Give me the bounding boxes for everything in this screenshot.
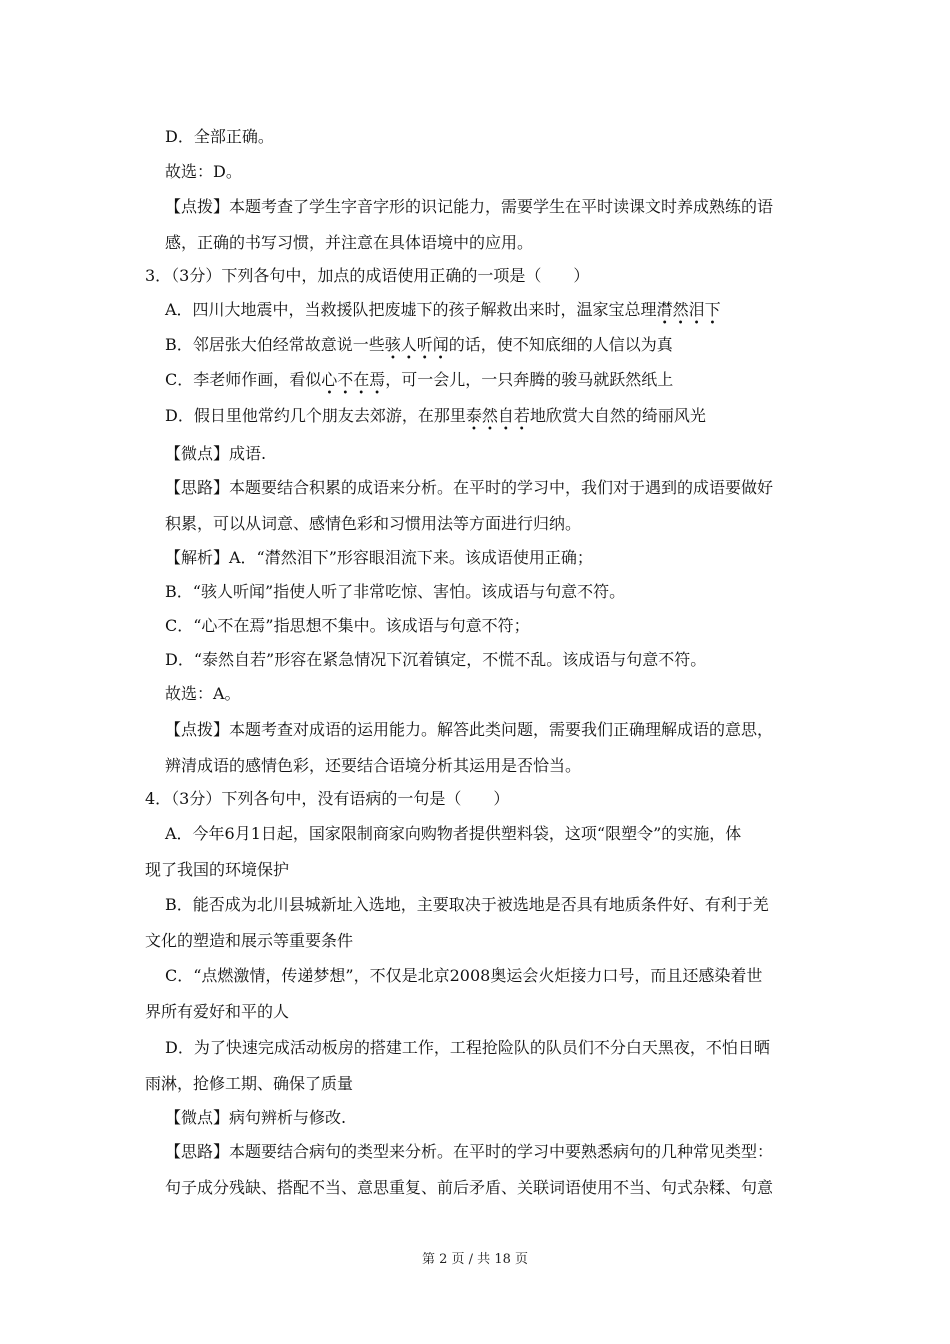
q3-option-c-text-end: ，可一会儿，一只奔腾的骏马就跃然纸上 [385,370,674,389]
line-option-d: D．全部正确。 [165,127,274,146]
q4-option-b: B．能否成为北川县城新址入选地，主要取决于被选地是否具有地质条件好、有利于羌 [165,895,769,914]
idiom-text: 骇人听闻 [384,335,449,354]
emphasis-dots: • • • • [389,353,444,364]
emphasis-dots: • • • • [661,318,716,329]
q4-approach: 【思路】本题要结合病句的类型来分析。在平时的学习中要熟悉病句的几种常见类型： [165,1142,774,1161]
q3-option-b-text: B．邻居张大伯经常故意说一些 [165,335,385,354]
q4-approach-cont: 句子成分残缺、搭配不当、意思重复、前后矛盾、关联词语使用不当、句式杂糅、句意 [165,1178,774,1197]
q3-analysis-c: C．“心不在焉”指思想不集中。该成语与句意不符； [165,616,530,635]
idiom-text: 心不在焉 [321,370,386,389]
q3-option-a-text: A．四川大地震中，当救援队把废墟下的孩子解救出来时，温家宝总理 [165,300,657,319]
q3-option-d-idiom [465,406,530,435]
emphasis-dots: • • • • [326,388,381,399]
q3-approach: 【思路】本题要结合积累的成语来分析。在平时的学习中，我们对于遇到的成语要做好 [165,478,774,497]
q3-answer: 故选：A。 [165,684,241,703]
q3-option-b [165,335,673,364]
q4-point: 【微点】病句辨析与修改. [165,1108,347,1127]
q3-tip: 【点拨】本题考查对成语的运用能力。解答此类问题，需要我们正确理解成语的意思， [165,720,774,739]
q3-option-d-text-end: 地欣赏大自然的绮丽风光 [529,406,706,425]
idiom-text: 泰然自若 [465,406,530,425]
question-3: 3．（3分）下列各句中，加点的成语使用正确的一项是（ ） [145,266,590,285]
question-4: 4．（3分）下列各句中，没有语病的一句是（ ） [145,789,510,808]
q3-option-d [165,406,706,435]
page-footer: 第 2 页 / 共 18 页 [422,1252,528,1267]
q4-option-c: C．“点燃激情，传递梦想”，不仅是北京2008奥运会火炬接力口号，而且还感染着世 [165,966,763,985]
line-tip-cont: 感，正确的书写习惯，并注意在具体语境中的应用。 [165,233,534,252]
q3-option-a [165,300,721,329]
q4-option-b-cont: 文化的塑造和展示等重要条件 [145,931,354,950]
q3-option-d-text: D．假日里他常约几个朋友去郊游，在那里 [165,406,466,425]
line-tip: 【点拨】本题考查了学生字音字形的识记能力，需要学生在平时读课文时养成熟练的语 [165,197,774,216]
q3-analysis-b: B．“骇人听闻”指使人听了非常吃惊、害怕。该成语与句意不符。 [165,582,626,601]
q3-analysis-d: D．“泰然自若”形容在紧急情况下沉着镇定，不慌不乱。该成语与句意不符。 [165,650,707,669]
q4-option-a-cont: 现了我国的环境保护 [145,860,290,879]
q3-option-b-idiom [384,335,449,364]
q3-point: 【微点】成语. [165,444,267,463]
q3-approach-cont: 积累，可以从词意、感情色彩和习惯用法等方面进行归纳。 [165,514,582,533]
q3-option-b-text-end: 的话，使不知底细的人信以为真 [448,335,673,354]
idiom-text: 潸然泪下 [656,300,721,319]
q3-option-c [165,370,674,399]
q3-option-c-idiom [321,370,386,399]
q3-option-a-idiom [656,300,721,329]
q3-analysis: 【解析】A．“潸然泪下”形容眼泪流下来。该成语使用正确； [165,548,593,567]
line-answer: 故选：D。 [165,162,242,181]
q3-tip-cont: 辨清成语的感情色彩，还要结合语境分析其运用是否恰当。 [165,756,582,775]
q4-option-d-cont: 雨淋，抢修工期、确保了质量 [145,1074,354,1093]
q3-option-c-text: C．李老师作画，看似 [165,370,322,389]
q4-option-a: A．今年6月1日起，国家限制商家向购物者提供塑料袋，这项“限塑令”的实施，体 [165,824,742,843]
emphasis-dots: • • • • [471,424,525,435]
q4-option-c-cont: 界所有爱好和平的人 [145,1002,290,1021]
q4-option-d: D．为了快速完成活动板房的搭建工作，工程抢险队的队员们不分白天黑夜，不怕日晒 [165,1038,770,1057]
